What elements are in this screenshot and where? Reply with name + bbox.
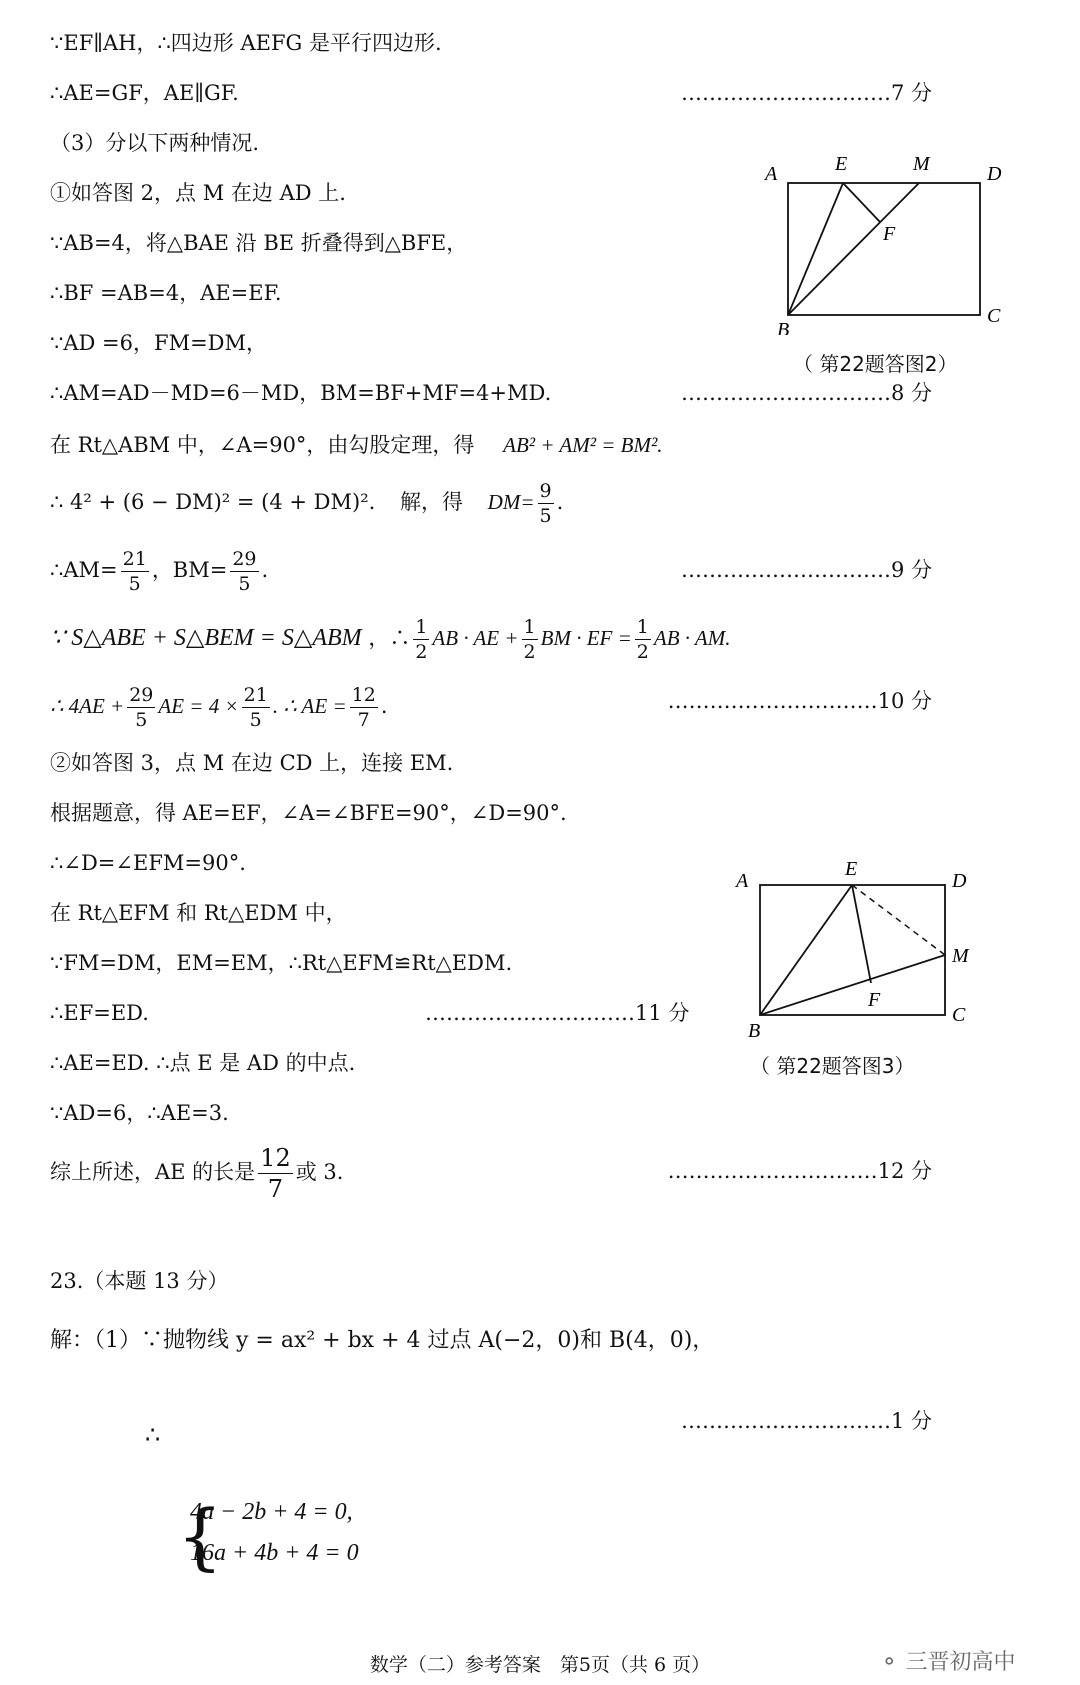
fraction-half-2 [522, 615, 538, 664]
f21-num: 21 [243, 684, 268, 706]
fraction-dm-num: 9 [539, 480, 552, 502]
line-10: ∴ 4² + (6 − DM)² = (4 + DM)². 解，得 DM= $\frac{9}{5}$ . [50, 480, 564, 527]
line-11: ∴AM= $\frac{21}{5}$ ，BM= $\frac{29}{5}$ . [50, 548, 269, 595]
fig3-label-e: E [845, 858, 858, 880]
fraction-am [121, 547, 149, 596]
fraction-half-1 [413, 615, 429, 664]
line-12-b: ，∴ [368, 626, 411, 650]
score-12: …………………………12 分 [667, 1159, 932, 1183]
line-4: ①如答图 2，点 M 在边 AD 上. [50, 181, 346, 205]
line-2: ∴AE=GF，AE∥GF. [50, 81, 239, 105]
fig3-segment-em-dashed [852, 885, 945, 955]
question-23-line-1: 解：（1）∵抛物线 y = ax² + bx + 4 过点 A(−2，0)和 B(4，0)， [50, 1328, 715, 1353]
line-13: ∴ 4AE + $\frac{29}{5}$ AE = 4 × $\frac{21}{5}$ . ∴ AE = $\frac{12}{7}$ . [50, 684, 388, 731]
fraction-29-5 [127, 683, 155, 732]
line-10-text: 解，得 [399, 490, 463, 514]
score-9: …………………………9 分 [680, 558, 932, 582]
line-22-a: 综上所述，AE 的长是 [50, 1160, 256, 1184]
line-7: ∵AD =6，FM=DM， [50, 331, 268, 355]
score-1: …………………………1 分 [680, 1409, 932, 1433]
fig3-label-d: D [952, 870, 967, 892]
fig2-rectangle [788, 183, 980, 315]
fig2-segment-bm [788, 183, 919, 315]
system-brace: { [177, 1494, 223, 1578]
fig2-label-c: C [987, 305, 1001, 327]
wechat-icon: ⚬ [880, 1650, 899, 1675]
fig2-label-a: A [765, 163, 778, 185]
fig2-label-f: F [883, 223, 896, 245]
fraction-am-num: 21 [122, 548, 147, 570]
fig3-label-m: M [952, 945, 969, 967]
system-lead: ∴ [145, 1421, 161, 1449]
f21-den: 5 [249, 709, 262, 731]
line-1: ∵EF∥AH，∴四边形 AEFG 是平行四边形. [50, 31, 442, 55]
fig2-label-e: E [835, 153, 848, 175]
fig2-label-d: D [987, 163, 1002, 185]
line-16: ∴∠D=∠EFM=90°. [50, 851, 246, 875]
line-13-c: . ∴ AE = [272, 694, 347, 718]
line-12-e: AB · AM. [653, 626, 731, 650]
line-10-lhs: DM= [487, 490, 535, 514]
line-18: ∵FM=DM，EM=EM，∴Rt△EFM≌Rt△EDM. [50, 951, 513, 975]
line-9-equation: AB² + AM² = BM². [503, 433, 663, 457]
score-7: …………………………7 分 [680, 81, 932, 105]
fig3-segment-ef [852, 885, 871, 983]
line-6: ∴BF =AB=4，AE=EF. [50, 281, 282, 305]
half-3-den: 2 [636, 641, 649, 663]
fig3-label-c: C [952, 1004, 966, 1026]
f12-den: 7 [357, 709, 370, 731]
fraction-half-3 [635, 615, 651, 664]
line-12-d: BM · EF = [540, 626, 632, 650]
score-10: …………………………10 分 [667, 689, 932, 713]
fraction-dm [538, 479, 554, 528]
fig2-segment-ef [843, 183, 880, 222]
line-13-a: ∴ 4AE + [50, 694, 125, 718]
line-17: 在 Rt△EFM 和 Rt△EDM 中， [50, 901, 347, 925]
fig2-label-m: M [913, 153, 930, 175]
line-12-area-equation: ∵ S△ABE + S△BEM = S△ABM [50, 625, 362, 651]
fig3-label-b: B [748, 1020, 761, 1040]
watermark-text: 三晋初高中 [905, 1650, 1016, 1675]
line-3: （3）分以下两种情况. [50, 131, 260, 155]
line-5: ∵AB=4，将△BAE 沿 BE 折叠得到△BFE， [50, 231, 468, 255]
score-8: …………………………8 分 [680, 381, 932, 405]
fig3-rectangle [760, 885, 945, 1015]
line-19: ∴EF=ED. [50, 1001, 149, 1025]
line-15: 根据题意，得 AE=EF，∠A=∠BFE=90°，∠D=90°. [50, 801, 567, 825]
fraction-am-den: 5 [128, 573, 141, 595]
line-9-text: 在 Rt△ABM 中，∠A=90°，由勾股定理，得 [50, 433, 475, 457]
line-20: ∴AE=ED. ∴点 E 是 AD 的中点. [50, 1051, 356, 1075]
f29-num: 29 [129, 684, 154, 706]
score-11: …………………………11 分 [425, 1001, 690, 1025]
fig2-label-b: B [777, 319, 790, 335]
ae-answer-num: 12 [260, 1144, 291, 1172]
half-1-num: 1 [415, 616, 428, 638]
line-14: ②如答图 3，点 M 在边 CD 上，连接 EM. [50, 751, 454, 775]
line-10-equation: ∴ 4² + (6 − DM)² = (4 + DM)². [50, 490, 376, 514]
line-8: ∴AM=AD－MD=6－MD，BM=BF+MF=4+MD. [50, 381, 552, 405]
fraction-bm [230, 547, 258, 596]
ae-answer-den: 7 [267, 1175, 284, 1203]
line-22-b: 或 3. [295, 1160, 344, 1184]
line-21: ∵AD=6，∴AE=3. [50, 1101, 229, 1125]
f12-num: 12 [351, 684, 376, 706]
figure-2-caption: （ 第22题答图2） [793, 352, 958, 376]
watermark [880, 1645, 1015, 1676]
fraction-bm-num: 29 [232, 548, 257, 570]
half-2-den: 2 [523, 641, 536, 663]
fig3-label-f: F [868, 989, 881, 1011]
system-eq-2: 16a + 4b + 4 = 0 [190, 1540, 359, 1566]
system-eq-1: 4a − 2b + 4 = 0, [190, 1499, 353, 1525]
f29-den: 5 [135, 709, 148, 731]
fraction-bm-den: 5 [238, 573, 251, 595]
fig2-segment-be [788, 183, 843, 315]
fraction-dm-den: 5 [539, 505, 552, 527]
half-2-num: 1 [523, 616, 536, 638]
fig3-segment-be [760, 885, 852, 1015]
line-22 [50, 1140, 343, 1204]
half-3-num: 1 [636, 616, 649, 638]
fraction-ae-answer [258, 1143, 293, 1204]
fraction-21-5 [242, 683, 270, 732]
half-1-den: 2 [415, 641, 428, 663]
line-12 [50, 614, 730, 664]
line-11-a: ∴AM= [50, 558, 118, 582]
line-13-b: AE = 4 × [158, 694, 239, 718]
fig3-segment-bm [760, 955, 945, 1015]
figure-3-caption: （ 第22题答图3） [750, 1054, 915, 1078]
question-23-heading: 23.（本题 13 分） [50, 1269, 229, 1293]
figure-3-diagram [730, 855, 1000, 1040]
figure-2-diagram [755, 150, 1015, 335]
fig3-label-a: A [736, 870, 749, 892]
line-11-b: ，BM= [151, 558, 228, 582]
line-12-c: AB · AE + [432, 626, 519, 650]
page-footer: 数学（二）参考答案 第5页（共 6 页） [369, 1654, 711, 1676]
line-9 [50, 430, 663, 460]
fraction-12-7 [350, 683, 378, 732]
